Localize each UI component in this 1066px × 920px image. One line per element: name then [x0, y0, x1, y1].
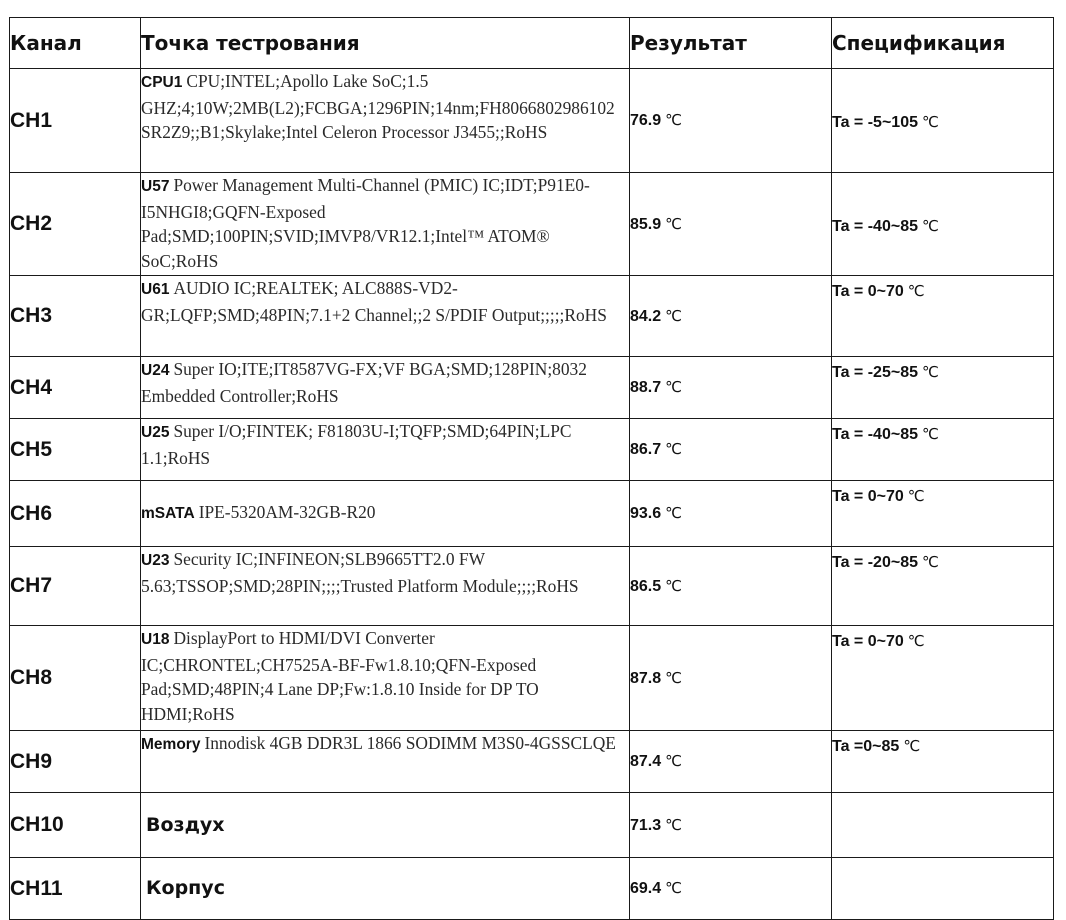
component-ref: mSATA: [141, 505, 195, 523]
spec-cell: [832, 357, 1054, 419]
result-cell: [630, 793, 832, 858]
component-description: Super IO;ITE;IT8587VG-FX;VF BGA;SMD;128PIN;8032 Embedded Controller;RoHS: [141, 359, 587, 406]
component-ref: Memory: [141, 736, 201, 753]
spec-value: Ta = -40~85: [832, 217, 918, 235]
component-description: DisplayPort to HDMI/DVI Converter IC;CHRONTEL;CH7525A-BF-Fw1.8.10;QFN-Exposed Pad;SMD;48PIN;4 Lane DP;Fw:1.8.10 Inside for DP TO HDMI;RoHS: [141, 628, 539, 724]
spec-value: Ta =0~85: [832, 738, 900, 755]
celsius-unit: ℃: [921, 216, 939, 235]
table-row: [10, 173, 1054, 276]
table-row: [10, 626, 1054, 731]
celsius-unit: ℃: [665, 306, 682, 325]
component-ref: Воздух: [146, 813, 225, 836]
component-ref: U61: [141, 281, 170, 298]
column-header-specification: Спецификация: [832, 18, 1054, 69]
celsius-unit: ℃: [903, 737, 921, 755]
test-point-cell: [141, 173, 630, 276]
spec-value: Ta = 0~70: [832, 283, 904, 300]
spec-cell: [832, 173, 1054, 276]
result-value: 69.4: [630, 880, 662, 897]
result-cell: [630, 731, 832, 793]
table-row: [10, 858, 1054, 920]
test-point-cell: [141, 481, 630, 547]
table-row: [10, 276, 1054, 357]
channel-cell: CH10: [10, 793, 141, 858]
table-row: [10, 481, 1054, 547]
celsius-unit: ℃: [665, 815, 682, 834]
result-cell: [630, 173, 832, 276]
result-value: 86.5: [630, 577, 662, 595]
celsius-unit: ℃: [921, 113, 939, 131]
component-ref: Корпус: [146, 877, 225, 900]
test-point-cell: [141, 419, 630, 481]
celsius-unit: ℃: [907, 632, 925, 650]
table-row: [10, 731, 1054, 793]
spec-value: Ta = -5~105: [832, 114, 918, 131]
result-value: 87.8: [630, 669, 662, 687]
component-description: Innodisk 4GB DDR3L 1866 SODIMM M3S0-4GSSCLQE: [204, 733, 616, 753]
spec-cell: [832, 858, 1054, 920]
component-description: Power Management Multi-Channel (PMIC) IC;IDT;P91E0-I5NHGI8;GQFN-Exposed Pad;SMD;100PIN;SVID;IMVP8/VR12.1;Intel™ ATOM® SoC;RoHS: [141, 175, 590, 271]
result-cell: [630, 481, 832, 547]
table-header-row: [10, 18, 1054, 69]
celsius-unit: ℃: [665, 440, 682, 458]
column-header-test-point: Точка тестрования: [141, 18, 630, 69]
result-cell: [630, 357, 832, 419]
table-row: [10, 547, 1054, 626]
spec-cell: [832, 793, 1054, 858]
channel-cell: CH8: [10, 626, 141, 731]
spec-value: Ta = -40~85: [832, 426, 918, 443]
channel-cell: CH5: [10, 419, 141, 481]
spec-cell: [832, 481, 1054, 547]
celsius-unit: ℃: [665, 504, 682, 522]
celsius-unit: ℃: [907, 282, 925, 300]
component-ref: U18: [141, 631, 170, 648]
result-value: 84.2: [630, 307, 662, 325]
spec-value: Ta = -25~85: [832, 364, 918, 381]
result-cell: [630, 626, 832, 731]
result-value: 71.3: [630, 816, 662, 834]
test-point-cell: [141, 626, 630, 731]
celsius-unit: ℃: [665, 576, 682, 595]
channel-cell: CH4: [10, 357, 141, 419]
spec-value: Ta = -20~85: [832, 554, 918, 571]
result-value: 76.9: [630, 112, 662, 129]
test-point-cell: [141, 276, 630, 357]
result-cell: [630, 69, 832, 173]
channel-cell: CH1: [10, 69, 141, 173]
test-point-cell: [141, 858, 630, 920]
test-point-cell: [141, 793, 630, 858]
result-value: 85.9: [630, 215, 662, 233]
spec-cell: [832, 626, 1054, 731]
celsius-unit: ℃: [921, 363, 939, 381]
result-cell: [630, 547, 832, 626]
celsius-unit: ℃: [665, 111, 682, 129]
spec-cell: [832, 547, 1054, 626]
spec-value: Ta = 0~70: [832, 633, 904, 650]
channel-cell: CH9: [10, 731, 141, 793]
result-value: 88.7: [630, 379, 662, 396]
spec-cell: [832, 419, 1054, 481]
component-description: Super I/O;FINTEK; F81803U-I;TQFP;SMD;64PIN;LPC 1.1;RoHS: [141, 421, 572, 468]
test-point-cell: [141, 731, 630, 793]
result-value: 93.6: [630, 505, 662, 522]
result-value: 87.4: [630, 753, 662, 770]
result-cell: [630, 419, 832, 481]
spec-cell: [832, 731, 1054, 793]
channel-cell: CH11: [10, 858, 141, 920]
component-ref: U25: [141, 424, 170, 441]
channel-cell: CH7: [10, 547, 141, 626]
celsius-unit: ℃: [665, 752, 682, 770]
component-ref: U24: [141, 362, 170, 379]
test-point-cell: [141, 547, 630, 626]
channel-cell: CH6: [10, 481, 141, 547]
test-point-cell: [141, 69, 630, 173]
result-cell: [630, 858, 832, 920]
celsius-unit: ℃: [921, 425, 939, 443]
channel-cell: CH3: [10, 276, 141, 357]
table-row: [10, 793, 1054, 858]
temperature-results-table: [9, 17, 1054, 920]
table-row: [10, 69, 1054, 173]
table-row: [10, 357, 1054, 419]
component-description: AUDIO IC;REALTEK; ALC888S-VD2-GR;LQFP;SMD;48PIN;7.1+2 Channel;;2 S/PDIF Output;;;;;RoHS: [141, 278, 607, 325]
celsius-unit: ℃: [665, 378, 682, 396]
result-value: 86.7: [630, 441, 662, 458]
spec-value: Ta = 0~70: [832, 488, 904, 505]
table-row: [10, 419, 1054, 481]
celsius-unit: ℃: [907, 487, 925, 505]
component-ref: U57: [141, 178, 170, 195]
component-description: IPE-5320AM-32GB-R20: [198, 502, 376, 523]
celsius-unit: ℃: [665, 214, 682, 233]
celsius-unit: ℃: [921, 553, 939, 571]
component-ref: CPU1: [141, 74, 183, 91]
component-ref: U23: [141, 552, 170, 569]
spec-cell: [832, 276, 1054, 357]
spec-cell: [832, 69, 1054, 173]
column-header-result: Результат: [630, 18, 832, 69]
celsius-unit: ℃: [665, 668, 682, 687]
result-cell: [630, 276, 832, 357]
component-description: Security IC;INFINEON;SLB9665TT2.0 FW 5.63;TSSOP;SMD;28PIN;;;;Trusted Platform Module;;;;RoHS: [141, 549, 579, 596]
column-header-channel: Канал: [10, 18, 141, 69]
component-description: CPU;INTEL;Apollo Lake SoC;1.5 GHZ;4;10W;2MB(L2);FCBGA;1296PIN;14nm;FH8066802986102 SR2Z9;;B1;Skylake;Intel Celeron Processor J3455;;RoHS: [141, 71, 615, 142]
test-point-cell: [141, 357, 630, 419]
channel-cell: CH2: [10, 173, 141, 276]
celsius-unit: ℃: [665, 879, 682, 897]
